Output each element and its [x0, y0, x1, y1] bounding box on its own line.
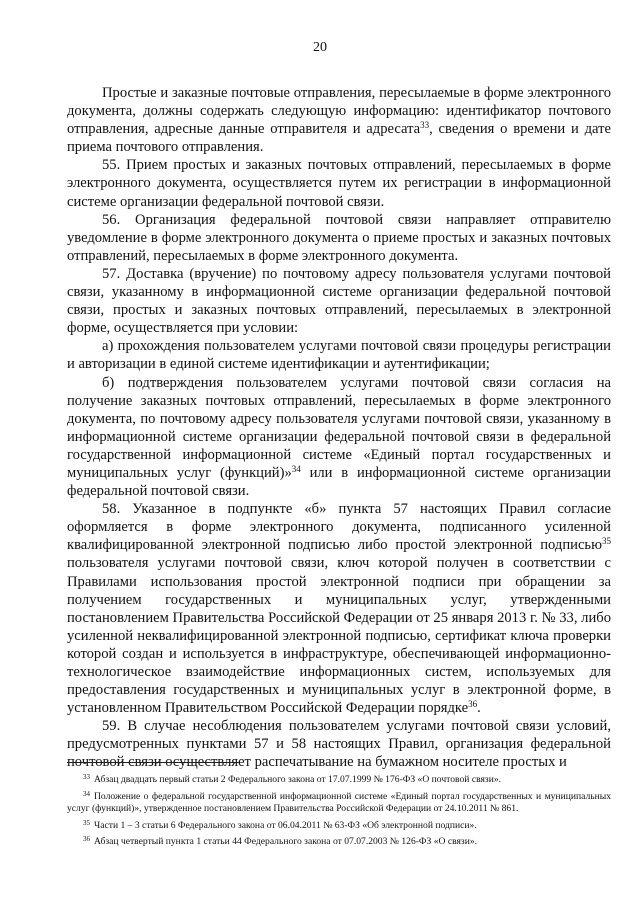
- paragraph-58: 58. Указанное в подпункте «б» пункта 57 настоящих Правил согласие оформляется в форме электронного документа, подписанного усиленной квалифицированной электронной подписью либо простой электронной подписью$^{35}$ пользователя услугами почтовой связи, ключ которой получен в соответствии с Правилами использования простой электронной подписи при обращении за получением государственных и муниципальных услуг, утвержденными постановлением Правительства Российской Федерации от 25 января 2013 г. № 33, либо усиленной неквалифицированной электронной подписью, сертификат ключа проверки которой создан и используется в инфраструктуре, обеспечивающей информационно-технологическое взаимодействие информационных систем, используемых для предоставления государственных и муниципальных услуг в электронной форме, в установленном Правительством Российской Федерации порядке$^{36}$.: [67, 501, 611, 717]
- paragraph-57: 57. Доставка (вручение) по почтовому адресу пользователя услугами почтовой связи, указанному в информационной системе организации федеральной почтовой связи, простых и заказных почтовых отправлений, пересылаемых в электронной форме, осуществляется при условии:: [67, 265, 611, 337]
- footnote-35: $^{35}$ Части 1 – 3 статьи 6 Федерального закона от 06.04.2011 № 63-ФЗ «Об электронной подписи».: [83, 818, 477, 831]
- paragraph-55: 55. Прием простых и заказных почтовых отправлений, пересылаемых в форме электронного документа, осуществляется путем их регистрации в информационной системе организации федеральной почтовой связи.: [67, 157, 611, 210]
- page-number: 20: [313, 40, 327, 55]
- paragraph-57-b: б) подтверждения пользователем услугами почтовой связи согласия на получение заказных почтовых отправлений, пересылаемых в форме электронного документа, по почтовому адресу пользователя услугами почтовой связи, указанному в информационной системе организации федеральной почтовой связи в федеральной государственной информационной системе «Единый портал государственных и муниципальных услуг (функций)»$^{34}$ или в информационной системе организации федеральной почтовой связи.: [67, 374, 611, 500]
- footnotes: [67, 771, 611, 850]
- footnote-ref-33[interactable]: 33: [420, 120, 430, 131]
- footnote-ref-34[interactable]: 34: [291, 463, 301, 474]
- footnote-ref-35[interactable]: 35: [602, 536, 611, 547]
- footnote-ref-36[interactable]: 36: [468, 699, 478, 710]
- footnote-34: $^{34}$ Положение о федеральной государственной информационной системе «Единый портал государственных и муниципальных услуг (функций)», утвержденное постановлением Правительства Российской Федерации от 24.10.2011 № 861.: [67, 789, 611, 814]
- paragraph-56: 56. Организация федеральной почтовой связи направляет отправителю уведомление в форме электронного документа о приеме простых и заказных почтовых отправлений, пересылаемых в форме электронного документа.: [67, 211, 611, 264]
- footnote-33: $^{33}$ Абзац двадцать первый статьи 2 Федерального закона от 17.07.1999 № 176-ФЗ «О почтовой связи».: [83, 773, 502, 785]
- paragraph-57-a: а) прохождения пользователем услугами почтовой связи процедуры регистрации и авторизации в единой системе идентификации и аутентификации;: [67, 338, 611, 373]
- body-text: [67, 84, 611, 772]
- footnote-36: $^{36}$ Абзац четвертый пункта 1 статьи 44 Федерального закона от 07.07.2003 № 126-ФЗ «О связи».: [83, 835, 478, 847]
- footnote-divider: [67, 762, 239, 763]
- paragraph-59: 59. В случае несоблюдения пользователем услугами почтовой связи условий, предусмотренных пунктами 57 и 58 настоящих Правил, организация федеральной почтовой связи осуществляет распечатывание на бумажном носителе простых и: [67, 718, 611, 771]
- paragraph-54-cont: Простые и заказные почтовые отправления, пересылаемые в форме электронного документа, должны содержать следующую информацию: идентификатор почтового отправления, адресные данные отправителя и адресата$^{33}$, сведения о времени и дате приема почтового отправления.: [67, 85, 611, 156]
